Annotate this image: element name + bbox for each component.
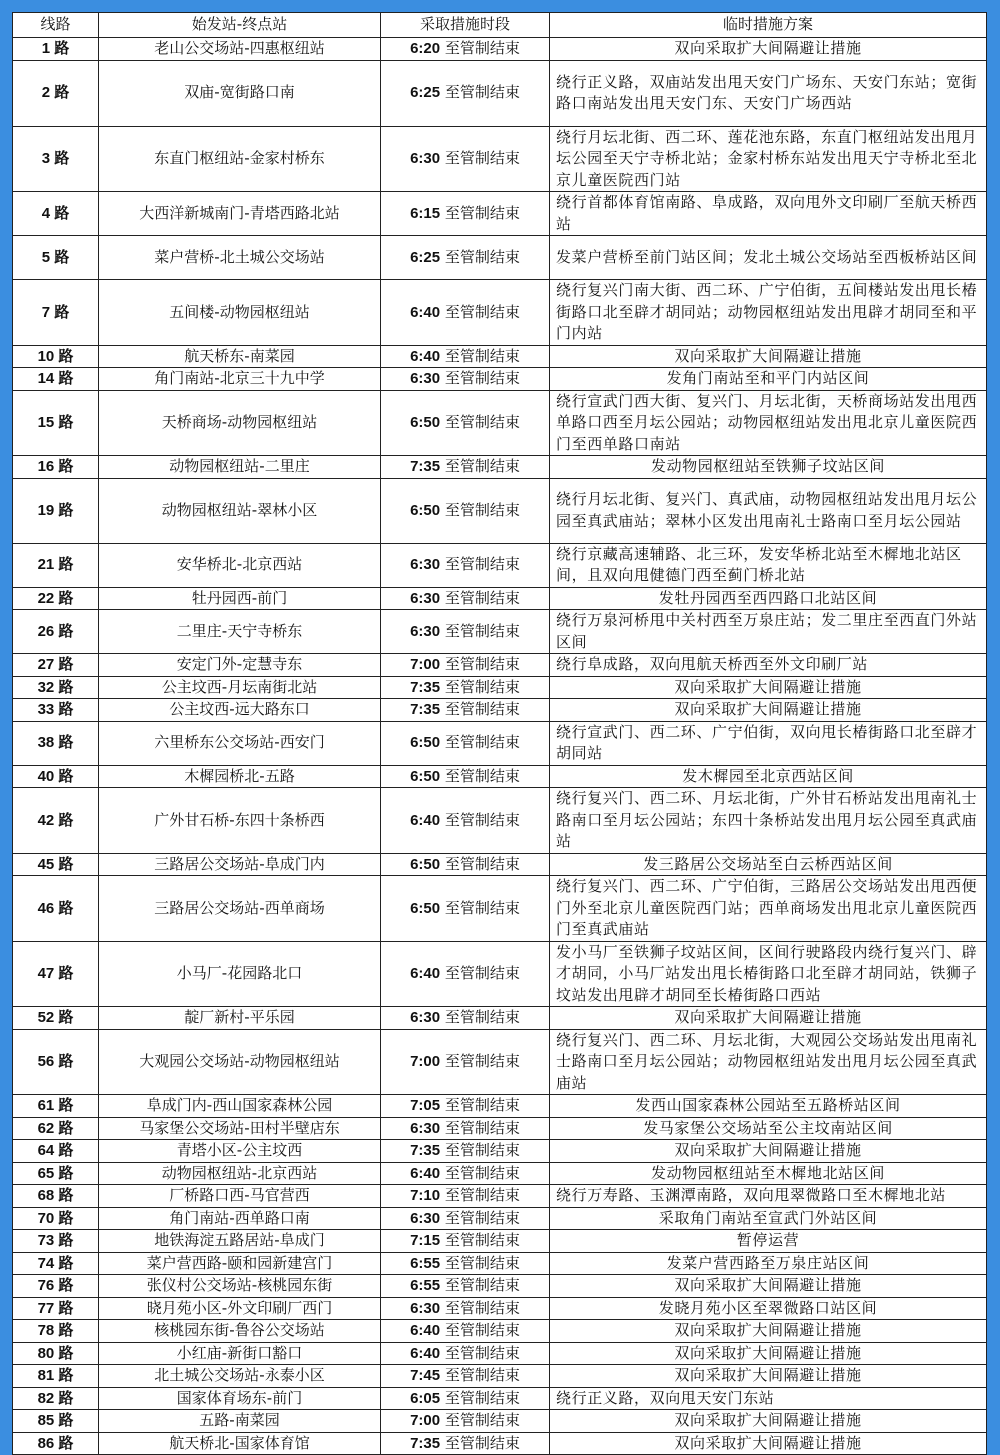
route-number: 7 路 <box>13 280 99 346</box>
start-time: 6:50 <box>410 767 441 785</box>
table-row <box>13 1365 987 1388</box>
period-cell <box>381 788 550 854</box>
start-time: 7:35 <box>410 1434 441 1452</box>
until-label: 至管制结束 <box>444 1163 520 1182</box>
start-time: 7:35 <box>410 701 441 718</box>
period-cell <box>381 1297 550 1320</box>
start-time: 6:30 <box>410 556 441 574</box>
route-number: 4 路 <box>13 192 99 236</box>
measure-plan: 绕行月坛北街、复兴门、真武庙，动物园枢纽站发出甩月坛公园至真武庙站；翠林小区发出甩南礼士路南口至月坛公园站 <box>550 478 987 543</box>
period-cell <box>381 1117 550 1140</box>
table-row <box>13 699 987 722</box>
route-stations: 木樨园桥北-五路 <box>99 765 381 788</box>
route-number: 16 路 <box>13 456 99 479</box>
table-row <box>13 390 987 456</box>
until-label: 至管制结束 <box>444 1253 520 1272</box>
table-row <box>13 721 987 765</box>
route-number: 15 路 <box>13 390 99 456</box>
table-row <box>13 1252 987 1275</box>
table-row <box>13 1185 987 1208</box>
route-stations: 广外甘石桥-东四十条桥西 <box>99 788 381 854</box>
start-time: 6:50 <box>410 855 441 873</box>
table-row <box>13 1007 987 1030</box>
route-stations: 老山公交场站-四惠枢纽站 <box>99 38 381 61</box>
measure-plan: 双向采取扩大间隔避让措施 <box>550 676 987 699</box>
period-cell <box>381 1007 550 1030</box>
until-label: 至管制结束 <box>444 1388 520 1407</box>
route-number: 46 路 <box>13 876 99 942</box>
route-number: 61 路 <box>13 1095 99 1118</box>
period-cell <box>381 1207 550 1230</box>
measure-plan: 绕行正义路，双向甩天安门东站 <box>550 1387 987 1410</box>
measure-plan: 绕行首都体育馆南路、阜成路，双向甩外文印刷厂至航天桥西站 <box>550 192 987 236</box>
table-row <box>13 126 987 192</box>
period-cell <box>381 345 550 368</box>
start-time: 6:30 <box>410 622 441 640</box>
start-time: 7:15 <box>410 1232 441 1249</box>
route-stations: 天桥商场-动物园枢纽站 <box>99 390 381 456</box>
measure-plan: 绕行宣武门、西二环、广宁伯街，双向甩长椿街路口北至辟才胡同站 <box>550 721 987 765</box>
start-time: 6:05 <box>410 1389 441 1407</box>
until-label: 至管制结束 <box>444 964 520 982</box>
route-number: 1 路 <box>13 38 99 61</box>
period-cell <box>381 699 550 722</box>
route-number: 2 路 <box>13 60 99 126</box>
table-row <box>13 1342 987 1365</box>
route-number: 27 路 <box>13 654 99 677</box>
route-number: 21 路 <box>13 543 99 587</box>
table-row <box>13 1162 987 1185</box>
period-cell <box>381 280 550 346</box>
measure-plan: 发晓月苑小区至翠微路口站区间 <box>550 1297 987 1320</box>
route-number: 38 路 <box>13 721 99 765</box>
start-time: 7:05 <box>410 1097 441 1114</box>
measure-plan: 发菜户营桥至前门站区间；发北土城公交场站至西板桥站区间 <box>550 236 987 280</box>
until-label: 至管制结束 <box>444 700 520 718</box>
route-number: 45 路 <box>13 853 99 876</box>
route-number: 3 路 <box>13 126 99 192</box>
until-label: 至管制结束 <box>444 655 520 673</box>
until-label: 至管制结束 <box>444 346 520 365</box>
table-row <box>13 654 987 677</box>
period-cell <box>381 478 550 543</box>
route-stations: 五间楼-动物园枢纽站 <box>99 280 381 346</box>
header-measure: 临时措施方案 <box>550 13 987 38</box>
table-row <box>13 60 987 126</box>
until-label: 至管制结束 <box>444 413 520 431</box>
period-cell <box>381 1387 550 1410</box>
measure-plan: 双向采取扩大间隔避让措施 <box>550 345 987 368</box>
period-cell <box>381 1275 550 1298</box>
until-label: 至管制结束 <box>444 1052 520 1070</box>
route-number: 32 路 <box>13 676 99 699</box>
table-row <box>13 345 987 368</box>
period-cell <box>381 192 550 236</box>
start-time: 6:40 <box>410 1344 441 1362</box>
route-number: 65 路 <box>13 1162 99 1185</box>
measure-plan: 发菜户营西路至万泉庄站区间 <box>550 1252 987 1275</box>
route-number: 82 路 <box>13 1387 99 1410</box>
period-cell <box>381 1432 550 1455</box>
table-row <box>13 1387 987 1410</box>
route-number: 26 路 <box>13 610 99 654</box>
route-number: 10 路 <box>13 345 99 368</box>
route-stations: 动物园枢纽站-北京西站 <box>99 1162 381 1185</box>
route-stations: 大西洋新城南门-青塔西路北站 <box>99 192 381 236</box>
table-row <box>13 543 987 587</box>
route-stations: 三路居公交场站-阜成门内 <box>99 853 381 876</box>
until-label: 至管制结束 <box>444 369 520 387</box>
route-stations: 安华桥北-北京西站 <box>99 543 381 587</box>
route-number: 56 路 <box>13 1029 99 1095</box>
period-cell <box>381 1252 550 1275</box>
header-period: 采取措施时段 <box>381 13 550 38</box>
route-number: 70 路 <box>13 1207 99 1230</box>
start-time: 6:40 <box>410 811 441 829</box>
until-label: 至管制结束 <box>444 149 520 167</box>
until-label: 至管制结束 <box>444 1208 520 1227</box>
route-number: 73 路 <box>13 1230 99 1253</box>
measure-plan: 双向采取扩大间隔避让措施 <box>550 699 987 722</box>
measure-plan: 双向采取扩大间隔避让措施 <box>550 1007 987 1030</box>
route-stations: 小红庙-新街口豁口 <box>99 1342 381 1365</box>
route-stations: 大观园公交场站-动物园枢纽站 <box>99 1029 381 1095</box>
start-time: 7:35 <box>410 458 441 475</box>
table-row <box>13 368 987 391</box>
route-stations: 菜户营桥-北土城公交场站 <box>99 236 381 280</box>
period-cell <box>381 1365 550 1388</box>
start-time: 6:25 <box>410 248 441 266</box>
start-time: 7:00 <box>410 1053 441 1070</box>
table-row <box>13 1117 987 1140</box>
route-stations: 二里庄-天宁寺桥东 <box>99 610 381 654</box>
until-label: 至管制结束 <box>444 457 520 475</box>
table-row <box>13 876 987 942</box>
until-label: 至管制结束 <box>444 854 520 873</box>
route-number: 5 路 <box>13 236 99 280</box>
route-number: 74 路 <box>13 1252 99 1275</box>
table-row <box>13 788 987 854</box>
period-cell <box>381 876 550 942</box>
route-number: 85 路 <box>13 1410 99 1433</box>
measure-plan: 绕行正义路，双庙站发出甩天安门广场东、天安门东站；宽街路口南站发出甩天安门东、天安门广场西站 <box>550 60 987 126</box>
start-time: 6:30 <box>410 1209 441 1227</box>
period-cell <box>381 390 550 456</box>
until-label: 至管制结束 <box>444 1096 520 1114</box>
start-time: 7:10 <box>410 1187 441 1204</box>
measure-plan: 暂停运营 <box>550 1230 987 1253</box>
route-stations: 厂桥路口西-马官营西 <box>99 1185 381 1208</box>
start-time: 7:00 <box>410 656 441 673</box>
table-row <box>13 1297 987 1320</box>
measure-plan: 发西山国家森林公园站至五路桥站区间 <box>550 1095 987 1118</box>
route-number: 64 路 <box>13 1140 99 1163</box>
header-stations: 始发站-终点站 <box>99 13 381 38</box>
until-label: 至管制结束 <box>444 1118 520 1137</box>
until-label: 至管制结束 <box>444 555 520 574</box>
measure-plan: 发动物园枢纽站至木樨地北站区间 <box>550 1162 987 1185</box>
until-label: 至管制结束 <box>444 1321 520 1339</box>
route-number: 47 路 <box>13 941 99 1007</box>
measure-plan: 双向采取扩大间隔避让措施 <box>550 38 987 61</box>
period-cell <box>381 126 550 192</box>
until-label: 至管制结束 <box>444 1343 520 1362</box>
start-time: 6:30 <box>410 1299 441 1317</box>
route-stations: 小马厂-花园路北口 <box>99 941 381 1007</box>
period-cell <box>381 765 550 788</box>
route-number: 33 路 <box>13 699 99 722</box>
route-stations: 航天桥北-国家体育馆 <box>99 1432 381 1455</box>
route-stations: 动物园枢纽站-二里庄 <box>99 456 381 479</box>
route-stations: 国家体育场东-前门 <box>99 1387 381 1410</box>
table-header-row <box>13 13 987 38</box>
start-time: 6:55 <box>410 1254 441 1272</box>
until-label: 至管制结束 <box>444 203 520 222</box>
route-number: 19 路 <box>13 478 99 543</box>
start-time: 6:50 <box>410 501 441 519</box>
start-time: 6:40 <box>410 303 441 321</box>
route-stations: 三路居公交场站-西单商场 <box>99 876 381 942</box>
route-stations: 阜成门内-西山国家森林公园 <box>99 1095 381 1118</box>
period-cell <box>381 1230 550 1253</box>
period-cell <box>381 1185 550 1208</box>
bus-measures-table <box>12 12 987 1455</box>
route-stations: 核桃园东街-鲁谷公交场站 <box>99 1320 381 1343</box>
measure-plan: 发小马厂至铁狮子坟站区间，区间行驶路段内绕行复兴门、辟才胡同，小马厂站发出甩长椿街路口北至辟才胡同站，铁狮子坟站发出甩辟才胡同至长椿街路口西站 <box>550 941 987 1007</box>
start-time: 7:00 <box>410 1412 441 1429</box>
period-cell <box>381 941 550 1007</box>
measure-plan: 绕行阜成路，双向甩航天桥西至外文印刷厂站 <box>550 654 987 677</box>
measure-plan: 双向采取扩大间隔避让措施 <box>550 1342 987 1365</box>
period-cell <box>381 654 550 677</box>
table-row <box>13 676 987 699</box>
period-cell <box>381 1410 550 1433</box>
start-time: 6:40 <box>410 1164 441 1182</box>
period-cell <box>381 1320 550 1343</box>
period-cell <box>381 721 550 765</box>
period-cell <box>381 236 550 280</box>
measure-plan: 发三路居公交场站至白云桥西站区间 <box>550 853 987 876</box>
period-cell <box>381 1029 550 1095</box>
until-label: 至管制结束 <box>444 1186 520 1204</box>
route-number: 22 路 <box>13 587 99 610</box>
measure-plan: 绕行复兴门、西二环、月坛北街，广外甘石桥站发出甩南礼士路南口至月坛公园站；东四十条桥站发出甩月坛公园至真武庙站 <box>550 788 987 854</box>
until-label: 至管制结束 <box>444 1008 520 1026</box>
period-cell <box>381 1095 550 1118</box>
period-cell <box>381 853 550 876</box>
table-row <box>13 456 987 479</box>
start-time: 6:30 <box>410 1119 441 1137</box>
start-time: 7:45 <box>410 1367 441 1384</box>
until-label: 至管制结束 <box>444 1141 520 1159</box>
period-cell <box>381 456 550 479</box>
period-cell <box>381 1140 550 1163</box>
route-stations: 公主坟西-月坛南街北站 <box>99 676 381 699</box>
period-cell <box>381 610 550 654</box>
table-row <box>13 478 987 543</box>
until-label: 至管制结束 <box>444 1366 520 1384</box>
until-label: 至管制结束 <box>444 1298 520 1317</box>
route-stations: 北土城公交场站-永泰小区 <box>99 1365 381 1388</box>
route-stations: 东直门枢纽站-金家村桥东 <box>99 126 381 192</box>
route-number: 77 路 <box>13 1297 99 1320</box>
table-row <box>13 1275 987 1298</box>
table-row <box>13 38 987 61</box>
route-stations: 张仪村公交场站-核桃园东街 <box>99 1275 381 1298</box>
bus-measures-table-container <box>12 12 986 1455</box>
table-row <box>13 853 987 876</box>
measure-plan: 双向采取扩大间隔避让措施 <box>550 1275 987 1298</box>
route-stations: 航天桥东-南菜园 <box>99 345 381 368</box>
until-label: 至管制结束 <box>444 500 520 519</box>
period-cell <box>381 60 550 126</box>
start-time: 6:30 <box>410 150 441 167</box>
start-time: 6:30 <box>410 1009 441 1026</box>
route-stations: 六里桥东公交场站-西安门 <box>99 721 381 765</box>
measure-plan: 发动物园枢纽站至铁狮子坟站区间 <box>550 456 987 479</box>
table-row <box>13 1207 987 1230</box>
measure-plan: 双向采取扩大间隔避让措施 <box>550 1432 987 1455</box>
until-label: 至管制结束 <box>444 733 520 752</box>
table-row <box>13 236 987 280</box>
measure-plan: 绕行复兴门、西二环、月坛北街，大观园公交场站发出甩南礼士路南口至月坛公园站；动物园枢纽站发出甩月坛公园至真武庙站 <box>550 1029 987 1095</box>
measure-plan: 发角门南站至和平门内站区间 <box>550 368 987 391</box>
until-label: 至管制结束 <box>444 1433 520 1452</box>
route-stations: 双庙-宽街路口南 <box>99 60 381 126</box>
measure-plan: 绕行月坛北街、西二环、莲花池东路，东直门枢纽站发出甩月坛公园至天宁寺桥北站；金家村桥东站发出甩天宁寺桥北至北京儿童医院西门站 <box>550 126 987 192</box>
start-time: 7:35 <box>410 678 441 696</box>
route-stations: 公主坟西-远大路东口 <box>99 699 381 722</box>
route-stations: 安定门外-定慧寺东 <box>99 654 381 677</box>
until-label: 至管制结束 <box>444 1411 520 1429</box>
period-cell <box>381 587 550 610</box>
measure-plan: 绕行京藏高速辅路、北三环，发安华桥北站至木樨地北站区间，且双向甩健德门西至蓟门桥北站 <box>550 543 987 587</box>
measure-plan: 绕行复兴门、西二环、广宁伯街，三路居公交场站发出甩西便门外至北京儿童医院西门站；西单商场发出甩北京儿童医院西门至真武庙站 <box>550 876 987 942</box>
period-cell <box>381 1162 550 1185</box>
route-stations: 晓月苑小区-外文印刷厂西门 <box>99 1297 381 1320</box>
start-time: 6:20 <box>410 40 441 57</box>
table-row <box>13 587 987 610</box>
route-number: 86 路 <box>13 1432 99 1455</box>
table-row <box>13 1230 987 1253</box>
route-stations: 牡丹园西-前门 <box>99 587 381 610</box>
table-row <box>13 1140 987 1163</box>
route-stations: 五路-南菜园 <box>99 1410 381 1433</box>
start-time: 6:40 <box>410 1322 441 1339</box>
route-number: 78 路 <box>13 1320 99 1343</box>
until-label: 至管制结束 <box>444 588 520 607</box>
route-number: 68 路 <box>13 1185 99 1208</box>
table-row <box>13 1095 987 1118</box>
route-stations: 动物园枢纽站-翠林小区 <box>99 478 381 543</box>
start-time: 6:40 <box>410 965 441 982</box>
table-row <box>13 1320 987 1343</box>
start-time: 6:55 <box>410 1277 441 1294</box>
period-cell <box>381 368 550 391</box>
table-row <box>13 610 987 654</box>
measure-plan: 双向采取扩大间隔避让措施 <box>550 1140 987 1163</box>
until-label: 至管制结束 <box>444 677 520 696</box>
start-time: 6:30 <box>410 589 441 607</box>
route-number: 76 路 <box>13 1275 99 1298</box>
header-route: 线路 <box>13 13 99 38</box>
until-label: 至管制结束 <box>444 83 520 102</box>
route-stations: 马家堡公交场站-田村半壁店东 <box>99 1117 381 1140</box>
until-label: 至管制结束 <box>444 898 520 917</box>
table-row <box>13 1029 987 1095</box>
until-label: 至管制结束 <box>444 39 520 57</box>
measure-plan: 双向采取扩大间隔避让措施 <box>550 1320 987 1343</box>
until-label: 至管制结束 <box>444 302 520 321</box>
route-stations: 角门南站-西单路口南 <box>99 1207 381 1230</box>
route-stations: 靛厂新村-平乐园 <box>99 1007 381 1030</box>
measure-plan: 双向采取扩大间隔避让措施 <box>550 1410 987 1433</box>
start-time: 6:25 <box>410 84 441 102</box>
measure-plan: 绕行复兴门南大街、西二环、广宁伯街，五间楼站发出甩长椿街路口北至辟才胡同站；动物园枢纽站发出甩辟才胡同至和平门内站 <box>550 280 987 346</box>
route-stations: 菜户营西路-颐和园新建宫门 <box>99 1252 381 1275</box>
start-time: 6:50 <box>410 734 441 752</box>
until-label: 至管制结束 <box>444 766 520 785</box>
start-time: 6:40 <box>410 347 441 365</box>
route-number: 42 路 <box>13 788 99 854</box>
route-number: 14 路 <box>13 368 99 391</box>
table-row <box>13 941 987 1007</box>
start-time: 6:50 <box>410 414 441 431</box>
route-number: 52 路 <box>13 1007 99 1030</box>
period-cell <box>381 1342 550 1365</box>
measure-plan: 发牡丹园西至西四路口北站区间 <box>550 587 987 610</box>
measure-plan: 发木樨园至北京西站区间 <box>550 765 987 788</box>
until-label: 至管制结束 <box>444 247 520 266</box>
start-time: 6:15 <box>410 204 441 222</box>
route-number: 40 路 <box>13 765 99 788</box>
table-row <box>13 1432 987 1455</box>
until-label: 至管制结束 <box>444 1276 520 1294</box>
until-label: 至管制结束 <box>444 621 520 640</box>
route-number: 80 路 <box>13 1342 99 1365</box>
table-row <box>13 1410 987 1433</box>
route-number: 62 路 <box>13 1117 99 1140</box>
period-cell <box>381 38 550 61</box>
table-row <box>13 765 987 788</box>
measure-plan: 绕行万泉河桥甩中关村西至万泉庄站；发二里庄至西直门外站区间 <box>550 610 987 654</box>
route-stations: 地铁海淀五路居站-阜成门 <box>99 1230 381 1253</box>
measure-plan: 绕行宣武门西大街、复兴门、月坛北街，天桥商场站发出甩西单路口西至月坛公园站；动物园枢纽站发出甩北京儿童医院西门至西单路口南站 <box>550 390 987 456</box>
period-cell <box>381 676 550 699</box>
route-stations: 青塔小区-公主坟西 <box>99 1140 381 1163</box>
period-cell <box>381 543 550 587</box>
route-number: 81 路 <box>13 1365 99 1388</box>
table-row <box>13 192 987 236</box>
until-label: 至管制结束 <box>444 810 520 829</box>
table-row <box>13 280 987 346</box>
measure-plan: 发马家堡公交场站至公主坟南站区间 <box>550 1117 987 1140</box>
measure-plan: 采取角门南站至宣武门外站区间 <box>550 1207 987 1230</box>
measure-plan: 绕行万寿路、玉渊潭南路，双向甩翠微路口至木樨地北站 <box>550 1185 987 1208</box>
route-stations: 角门南站-北京三十九中学 <box>99 368 381 391</box>
until-label: 至管制结束 <box>444 1231 520 1249</box>
measure-plan: 双向采取扩大间隔避让措施 <box>550 1365 987 1388</box>
start-time: 7:35 <box>410 1142 441 1159</box>
start-time: 6:50 <box>410 899 441 917</box>
start-time: 6:30 <box>410 370 441 387</box>
